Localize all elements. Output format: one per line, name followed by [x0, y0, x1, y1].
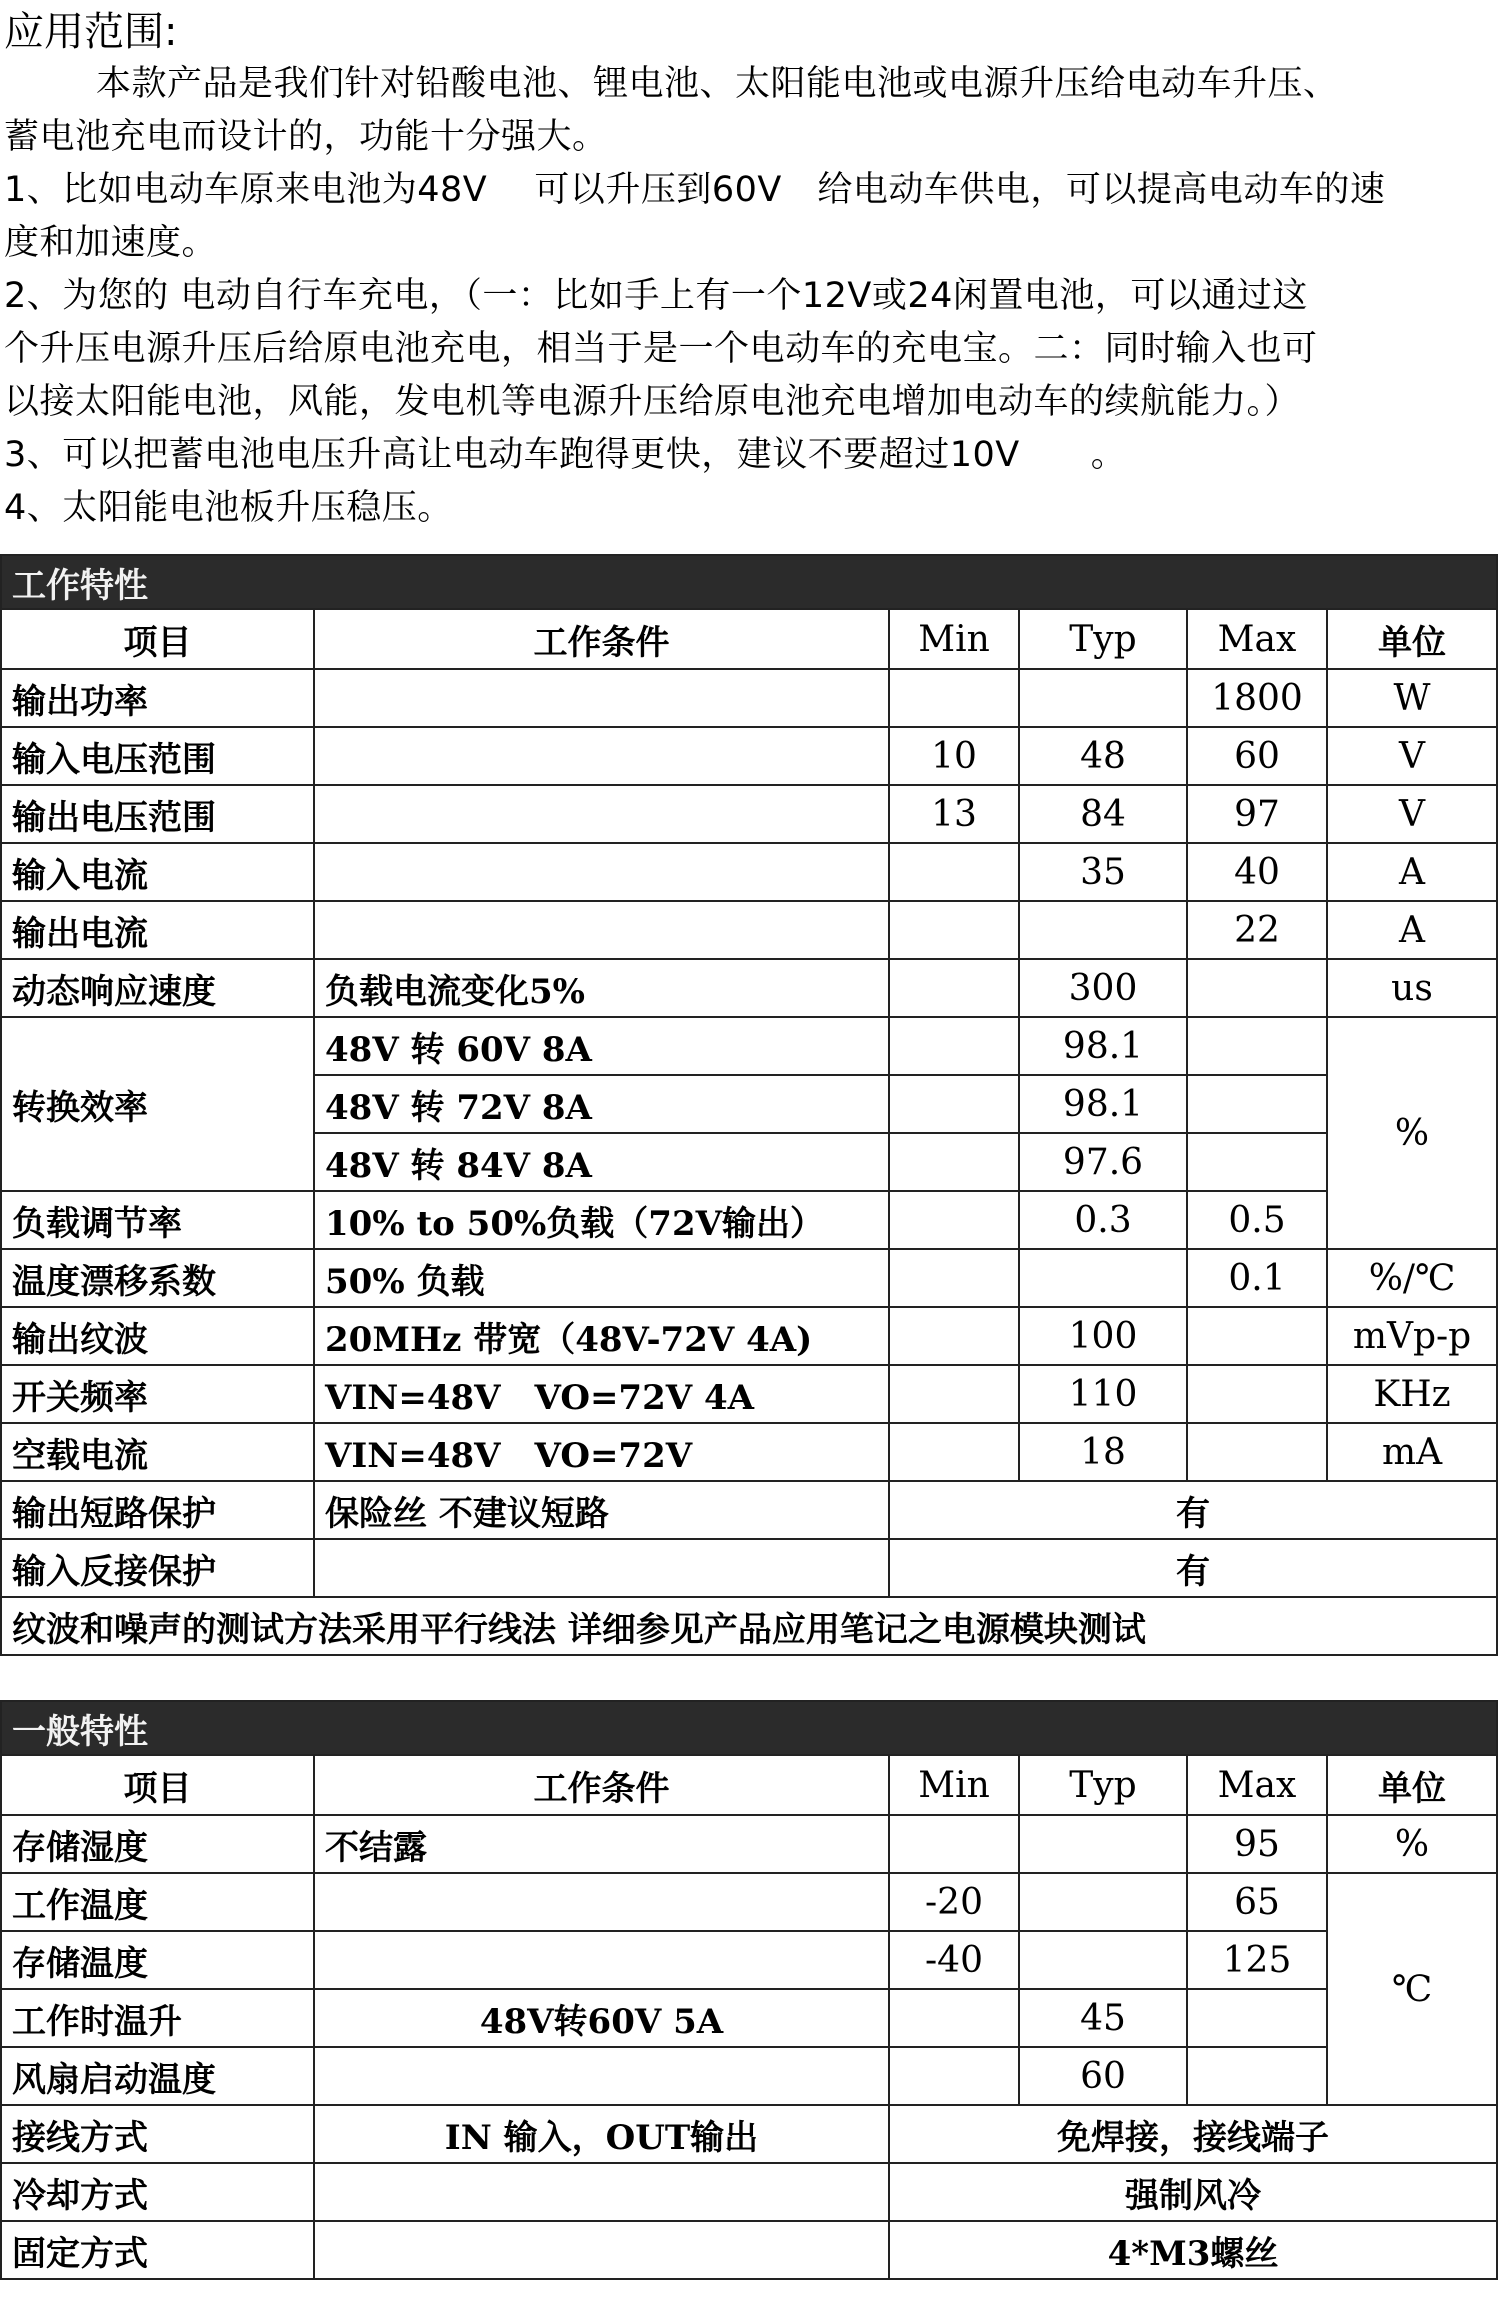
cell-min: 10 [889, 727, 1019, 785]
table-row [1, 1423, 1497, 1481]
cell-min: -20 [889, 1873, 1019, 1931]
cell-max: 95 [1187, 1815, 1327, 1873]
cell-typ [1019, 1873, 1187, 1931]
intro-line: 以接太阳能电池，风能，发电机等电源升压给原电池充电增加电动车的续航能力。） [4, 382, 1301, 422]
cell-condition [314, 1873, 889, 1931]
cell-typ: 110 [1019, 1365, 1187, 1423]
cell-typ: 97.6 [1019, 1133, 1187, 1191]
section-header-row [1, 555, 1497, 609]
cell-condition [314, 901, 889, 959]
general-characteristics-table [0, 1700, 1498, 2280]
cell-unit: KHz [1327, 1365, 1497, 1423]
cell-max [1187, 959, 1327, 1017]
cell-typ [1019, 669, 1187, 727]
cell-condition: 负载电流变化5% [314, 959, 889, 1017]
cell-item: 输出功率 [1, 669, 314, 727]
note-row [1, 1597, 1497, 1655]
cell-condition: VIN=48V VO=72V [314, 1423, 889, 1481]
table-row [1, 2047, 1497, 2105]
cell-value: 免焊接，接线端子 [889, 2105, 1497, 2163]
cell-unit: A [1327, 901, 1497, 959]
cell-condition [314, 785, 889, 843]
cell-condition: 10% to 50%负载（72V输出） [314, 1191, 889, 1249]
header-condition: 工作条件 [314, 1755, 889, 1815]
cell-typ [1019, 901, 1187, 959]
cell-item: 工作时温升 [1, 1989, 314, 2047]
cell-min [889, 669, 1019, 727]
header-condition: 工作条件 [314, 609, 889, 669]
cell-min [889, 1989, 1019, 2047]
cell-min: 13 [889, 785, 1019, 843]
header-item: 项目 [1, 1755, 314, 1815]
cell-item: 输出电压范围 [1, 785, 314, 843]
table-row [1, 1931, 1497, 1989]
cell-condition [314, 727, 889, 785]
cell-condition [314, 843, 889, 901]
table-row [1, 785, 1497, 843]
cell-unit: us [1327, 959, 1497, 1017]
table-row [1, 1539, 1497, 1597]
cell-item: 输出电流 [1, 901, 314, 959]
cell-item: 输入反接保护 [1, 1539, 314, 1597]
cell-max: 0.5 [1187, 1191, 1327, 1249]
intro-line: 个升压电源升压后给原电池充电，相当于是一个电动车的充电宝。二：同时输入也可 [4, 329, 1318, 369]
cell-typ: 60 [1019, 2047, 1187, 2105]
cell-min [889, 901, 1019, 959]
cell-min [889, 1133, 1019, 1191]
intro-line: 蓄电池充电而设计的，功能十分强大。 [4, 117, 608, 157]
cell-condition [314, 1539, 889, 1597]
cell-typ [1019, 1249, 1187, 1307]
cell-max: 22 [1187, 901, 1327, 959]
cell-max [1187, 2047, 1327, 2105]
cell-max [1187, 1017, 1327, 1075]
cell-condition [314, 1931, 889, 1989]
cell-unit: mVp-p [1327, 1307, 1497, 1365]
cell-max: 65 [1187, 1873, 1327, 1931]
cell-min [889, 1815, 1019, 1873]
cell-min [889, 1017, 1019, 1075]
cell-min [889, 1423, 1019, 1481]
cell-condition: 48V转60V 5A [314, 1989, 889, 2047]
section-header: 工作特性 [1, 555, 1497, 609]
table-row [1, 1017, 1497, 1075]
intro-line: 4、太阳能电池板升压稳压。 [4, 488, 453, 528]
cell-item: 存储湿度 [1, 1815, 314, 1873]
table-row [1, 2221, 1497, 2279]
section-header: 一般特性 [1, 1701, 1497, 1755]
cell-item: 负载调节率 [1, 1191, 314, 1249]
cell-typ: 18 [1019, 1423, 1187, 1481]
header-item: 项目 [1, 609, 314, 669]
cell-condition: 不结露 [314, 1815, 889, 1873]
intro-section [0, 0, 1500, 535]
cell-max: 40 [1187, 843, 1327, 901]
table-row [1, 1307, 1497, 1365]
cell-item: 存储温度 [1, 1931, 314, 1989]
header-unit: 单位 [1327, 1755, 1497, 1815]
intro-line: 2、为您的 电动自行车充电，（一：比如手上有一个12V或24闲置电池，可以通过这 [4, 276, 1308, 316]
header-max: Max [1187, 1755, 1327, 1815]
cell-min [889, 959, 1019, 1017]
cell-max: 1800 [1187, 669, 1327, 727]
intro-line: 1、比如电动车原来电池为48V 可以升压到60V 给电动车供电，可以提高电动车的速 [4, 170, 1386, 210]
cell-condition: 50% 负载 [314, 1249, 889, 1307]
header-max: Max [1187, 609, 1327, 669]
cell-condition [314, 2163, 889, 2221]
cell-unit: % [1327, 1017, 1497, 1249]
cell-unit: V [1327, 727, 1497, 785]
cell-value: 4*M3螺丝 [889, 2221, 1497, 2279]
cell-typ: 98.1 [1019, 1017, 1187, 1075]
cell-unit: V [1327, 785, 1497, 843]
intro-line: 度和加速度。 [4, 223, 218, 263]
cell-value: 有 [889, 1481, 1497, 1539]
cell-max: 97 [1187, 785, 1327, 843]
table-row [1, 1365, 1497, 1423]
cell-max [1187, 1307, 1327, 1365]
cell-condition [314, 669, 889, 727]
cell-unit: W [1327, 669, 1497, 727]
work-characteristics-table [0, 554, 1498, 1656]
column-header-row [1, 609, 1497, 669]
cell-min [889, 1307, 1019, 1365]
cell-typ: 100 [1019, 1307, 1187, 1365]
cell-item: 工作温度 [1, 1873, 314, 1931]
cell-condition [314, 2047, 889, 2105]
cell-item: 空载电流 [1, 1423, 314, 1481]
cell-condition [314, 2221, 889, 2279]
cell-value: 有 [889, 1539, 1497, 1597]
cell-unit: % [1327, 1815, 1497, 1873]
cell-unit: A [1327, 843, 1497, 901]
cell-max [1187, 1075, 1327, 1133]
cell-min [889, 2047, 1019, 2105]
cell-unit: %/℃ [1327, 1249, 1497, 1307]
header-min: Min [889, 1755, 1019, 1815]
cell-condition: 48V 转 72V 8A [314, 1075, 889, 1133]
cell-item: 冷却方式 [1, 2163, 314, 2221]
cell-item: 输出纹波 [1, 1307, 314, 1365]
cell-max: 125 [1187, 1931, 1327, 1989]
cell-typ: 84 [1019, 785, 1187, 843]
cell-max: 60 [1187, 727, 1327, 785]
column-header-row [1, 1755, 1497, 1815]
cell-value: 强制风冷 [889, 2163, 1497, 2221]
cell-typ [1019, 1931, 1187, 1989]
cell-min [889, 1365, 1019, 1423]
cell-condition: 20MHz 带宽（48V-72V 4A) [314, 1307, 889, 1365]
header-typ: Typ [1019, 1755, 1187, 1815]
cell-item: 输出短路保护 [1, 1481, 314, 1539]
cell-min [889, 1249, 1019, 1307]
table-row [1, 1249, 1497, 1307]
cell-unit: ℃ [1327, 1873, 1497, 2105]
cell-item: 动态响应速度 [1, 959, 314, 1017]
table-row [1, 959, 1497, 1017]
cell-max [1187, 1423, 1327, 1481]
table-row [1, 1481, 1497, 1539]
cell-typ: 48 [1019, 727, 1187, 785]
cell-min [889, 1075, 1019, 1133]
cell-min [889, 843, 1019, 901]
cell-typ: 35 [1019, 843, 1187, 901]
cell-condition: VIN=48V VO=72V 4A [314, 1365, 889, 1423]
cell-condition: 48V 转 84V 8A [314, 1133, 889, 1191]
cell-max [1187, 1365, 1327, 1423]
cell-condition: 48V 转 60V 8A [314, 1017, 889, 1075]
table-row [1, 1191, 1497, 1249]
cell-typ: 0.3 [1019, 1191, 1187, 1249]
cell-item: 开关频率 [1, 1365, 314, 1423]
cell-max [1187, 1133, 1327, 1191]
table-row [1, 843, 1497, 901]
cell-condition: 保险丝 不建议短路 [314, 1481, 889, 1539]
table-row [1, 1815, 1497, 1873]
table-row [1, 2105, 1497, 2163]
cell-item: 输入电压范围 [1, 727, 314, 785]
table-row [1, 1873, 1497, 1931]
intro-line: 3、可以把蓄电池电压升高让电动车跑得更快，建议不要超过10V 。 [4, 435, 1127, 475]
cell-typ: 45 [1019, 1989, 1187, 2047]
cell-item: 风扇启动温度 [1, 2047, 314, 2105]
table-note: 纹波和噪声的测试方法采用平行线法 详细参见产品应用笔记之电源模块测试 [1, 1597, 1497, 1655]
header-min: Min [889, 609, 1019, 669]
table-row [1, 901, 1497, 959]
cell-item: 接线方式 [1, 2105, 314, 2163]
cell-typ: 300 [1019, 959, 1187, 1017]
table-row [1, 727, 1497, 785]
cell-unit: mA [1327, 1423, 1497, 1481]
table-row [1, 1989, 1497, 2047]
cell-max [1187, 1989, 1327, 2047]
cell-item: 转换效率 [1, 1017, 314, 1191]
cell-min: -40 [889, 1931, 1019, 1989]
cell-min [889, 1191, 1019, 1249]
cell-item: 输入电流 [1, 843, 314, 901]
section-header-row [1, 1701, 1497, 1755]
header-unit: 单位 [1327, 609, 1497, 669]
cell-max: 0.1 [1187, 1249, 1327, 1307]
cell-item: 固定方式 [1, 2221, 314, 2279]
table-row [1, 669, 1497, 727]
table-row [1, 2163, 1497, 2221]
section-title: 应用范围: [4, 9, 178, 55]
cell-item: 温度漂移系数 [1, 1249, 314, 1307]
cell-typ: 98.1 [1019, 1075, 1187, 1133]
intro-line: 本款产品是我们针对铅酸电池、锂电池、太阳能电池或电源升压给电动车升压、 [96, 64, 1339, 104]
header-typ: Typ [1019, 609, 1187, 669]
cell-condition: IN 输入，OUT输出 [314, 2105, 889, 2163]
cell-typ [1019, 1815, 1187, 1873]
